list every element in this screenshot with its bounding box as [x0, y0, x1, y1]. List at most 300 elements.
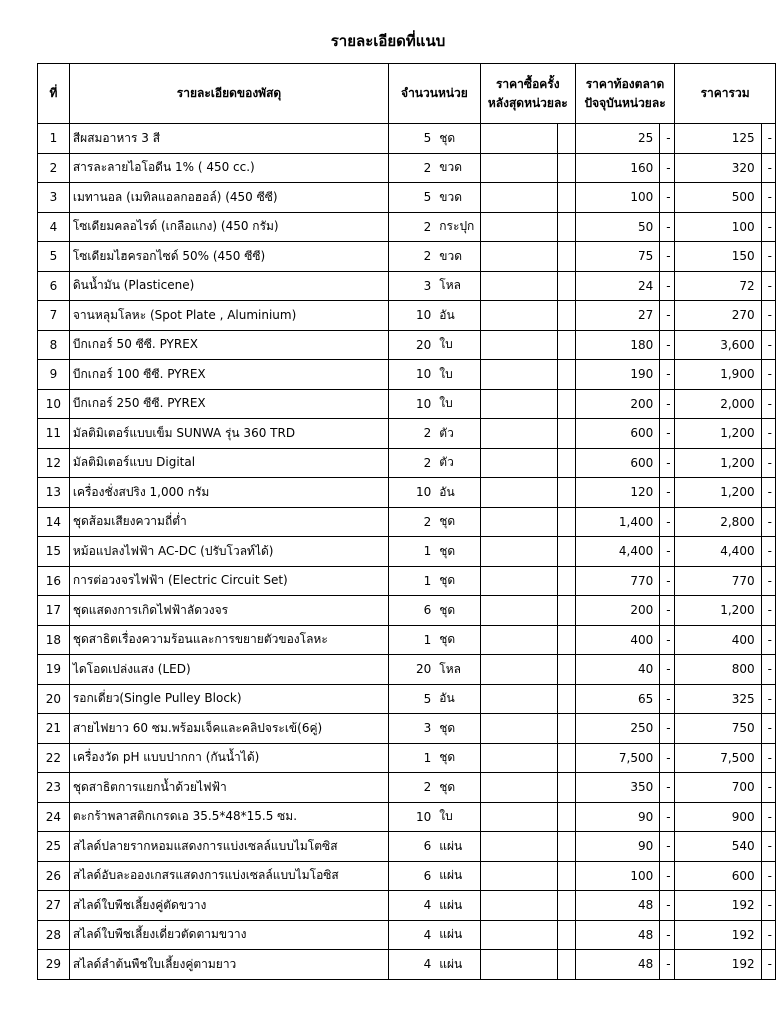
item-total: 125	[675, 124, 761, 154]
header-last-purchase-price-line1: ราคาซื้อครั้ง	[495, 76, 560, 91]
item-unit: แผ่น	[435, 920, 480, 950]
item-unit: โหล	[435, 271, 480, 301]
item-last-price-sub	[557, 891, 575, 921]
item-market-price: 25	[575, 124, 659, 154]
item-last-price-sub	[557, 802, 575, 832]
item-quantity: 4	[389, 950, 436, 980]
item-market-price-sub: -	[660, 684, 675, 714]
item-last-price-sub	[557, 271, 575, 301]
item-last-price-sub	[557, 596, 575, 626]
item-unit: อัน	[435, 684, 480, 714]
table-body	[38, 124, 776, 980]
item-total-sub: -	[761, 507, 775, 537]
item-market-price: 100	[575, 861, 659, 891]
item-quantity: 5	[389, 124, 436, 154]
item-market-price-sub: -	[660, 419, 675, 449]
item-total-sub: -	[761, 625, 775, 655]
item-total: 540	[675, 832, 761, 862]
item-last-price-sub	[557, 153, 575, 183]
item-number: 4	[38, 212, 70, 242]
table-row	[38, 360, 776, 390]
item-last-price-sub	[557, 478, 575, 508]
table-row	[38, 242, 776, 272]
table-row	[38, 537, 776, 567]
item-number: 25	[38, 832, 70, 862]
item-number: 20	[38, 684, 70, 714]
item-number: 23	[38, 773, 70, 803]
item-last-price-sub	[557, 124, 575, 154]
item-total-sub: -	[761, 655, 775, 685]
item-unit: อัน	[435, 301, 480, 331]
item-quantity: 3	[389, 271, 436, 301]
item-market-price-sub: -	[660, 183, 675, 213]
item-last-price	[480, 507, 557, 537]
item-unit: ใบ	[435, 330, 480, 360]
table-header-row	[38, 64, 776, 124]
item-unit: กระปุก	[435, 212, 480, 242]
item-total-sub: -	[761, 301, 775, 331]
item-last-price	[480, 655, 557, 685]
item-description: มัลติมิเตอร์แบบเข็ม SUNWA รุ่น 360 TRD	[69, 419, 388, 449]
item-total-sub: -	[761, 743, 775, 773]
table-row	[38, 448, 776, 478]
item-total: 270	[675, 301, 761, 331]
item-market-price-sub: -	[660, 802, 675, 832]
item-total-sub: -	[761, 153, 775, 183]
item-last-price-sub	[557, 330, 575, 360]
item-total: 325	[675, 684, 761, 714]
item-number: 1	[38, 124, 70, 154]
item-number: 27	[38, 891, 70, 921]
table-row	[38, 861, 776, 891]
item-unit: โหล	[435, 655, 480, 685]
item-last-price-sub	[557, 360, 575, 390]
item-market-price: 90	[575, 802, 659, 832]
item-last-price	[480, 153, 557, 183]
item-market-price: 200	[575, 389, 659, 419]
item-quantity: 2	[389, 419, 436, 449]
item-number: 6	[38, 271, 70, 301]
item-market-price: 1,400	[575, 507, 659, 537]
item-unit: แผ่น	[435, 832, 480, 862]
item-total: 600	[675, 861, 761, 891]
page-title: รายละเอียดที่แนบ	[330, 32, 446, 50]
item-market-price: 50	[575, 212, 659, 242]
item-total: 1,200	[675, 448, 761, 478]
item-description: หม้อแปลงไฟฟ้า AC-DC (ปรับโวลท์ได้)	[69, 537, 388, 567]
item-last-price	[480, 330, 557, 360]
table-row	[38, 773, 776, 803]
item-total-sub: -	[761, 242, 775, 272]
item-market-price: 250	[575, 714, 659, 744]
table-row	[38, 330, 776, 360]
item-quantity: 20	[389, 655, 436, 685]
item-market-price: 27	[575, 301, 659, 331]
item-number: 21	[38, 714, 70, 744]
item-last-price-sub	[557, 389, 575, 419]
item-market-price-sub: -	[660, 389, 675, 419]
item-market-price-sub: -	[660, 360, 675, 390]
item-market-price-sub: -	[660, 301, 675, 331]
item-quantity: 5	[389, 684, 436, 714]
item-total: 72	[675, 271, 761, 301]
item-last-price	[480, 950, 557, 980]
item-quantity: 10	[389, 478, 436, 508]
item-market-price: 24	[575, 271, 659, 301]
header-last-purchase-price-line2: หลังสุดหน่วยละ	[487, 95, 568, 110]
item-description: โซเดียมไฮครอกไซด์ 50% (450 ซีซี)	[69, 242, 388, 272]
item-total-sub: -	[761, 950, 775, 980]
item-last-price-sub	[557, 537, 575, 567]
item-last-price-sub	[557, 419, 575, 449]
item-last-price	[480, 596, 557, 626]
item-number: 9	[38, 360, 70, 390]
item-number: 14	[38, 507, 70, 537]
item-unit: ชุด	[435, 773, 480, 803]
item-last-price-sub	[557, 625, 575, 655]
item-market-price: 600	[575, 419, 659, 449]
item-total-sub: -	[761, 920, 775, 950]
item-last-price-sub	[557, 301, 575, 331]
item-market-price-sub: -	[660, 566, 675, 596]
item-total-sub: -	[761, 596, 775, 626]
item-quantity: 4	[389, 920, 436, 950]
item-quantity: 4	[389, 891, 436, 921]
item-market-price-sub: -	[660, 212, 675, 242]
item-number: 22	[38, 743, 70, 773]
item-description: ชุดสาธิตเรื่องความร้อนและการขยายตัวของโลหะ	[69, 625, 388, 655]
item-market-price: 100	[575, 183, 659, 213]
item-market-price-sub: -	[660, 478, 675, 508]
item-last-price	[480, 389, 557, 419]
item-market-price-sub: -	[660, 330, 675, 360]
item-last-price	[480, 271, 557, 301]
item-description: สไลด์ใบพืชเลี้ยงคู่ตัดขวาง	[69, 891, 388, 921]
item-unit: ชุด	[435, 507, 480, 537]
item-number: 12	[38, 448, 70, 478]
item-unit: ชุด	[435, 714, 480, 744]
item-market-price-sub: -	[660, 153, 675, 183]
table-row	[38, 891, 776, 921]
item-last-price	[480, 242, 557, 272]
item-quantity: 2	[389, 507, 436, 537]
item-market-price: 350	[575, 773, 659, 803]
item-last-price	[480, 301, 557, 331]
item-quantity: 10	[389, 360, 436, 390]
item-market-price: 7,500	[575, 743, 659, 773]
item-market-price: 600	[575, 448, 659, 478]
header-description: รายละเอียดของพัสดุ	[69, 64, 388, 124]
item-last-price	[480, 773, 557, 803]
table-row	[38, 655, 776, 685]
item-number: 3	[38, 183, 70, 213]
item-number: 24	[38, 802, 70, 832]
item-last-price-sub	[557, 684, 575, 714]
item-total-sub: -	[761, 419, 775, 449]
item-total: 400	[675, 625, 761, 655]
item-market-price-sub: -	[660, 242, 675, 272]
item-market-price: 120	[575, 478, 659, 508]
item-market-price-sub: -	[660, 271, 675, 301]
item-description: บีกเกอร์ 100 ซีซี. PYREX	[69, 360, 388, 390]
item-number: 16	[38, 566, 70, 596]
table-row	[38, 714, 776, 744]
item-number: 13	[38, 478, 70, 508]
item-last-price	[480, 537, 557, 567]
item-description: สไลด์ใบพืชเลี้ยงเดี่ยวตัดตามขวาง	[69, 920, 388, 950]
item-number: 28	[38, 920, 70, 950]
item-description: เครื่องวัด pH แบบปากกา (กันน้ำได้)	[69, 743, 388, 773]
item-last-price	[480, 891, 557, 921]
table-row	[38, 743, 776, 773]
item-market-price: 400	[575, 625, 659, 655]
item-quantity: 3	[389, 714, 436, 744]
item-market-price: 65	[575, 684, 659, 714]
item-last-price-sub	[557, 743, 575, 773]
item-description: สีผสมอาหาร 3 สี	[69, 124, 388, 154]
table-row	[38, 124, 776, 154]
item-quantity: 2	[389, 773, 436, 803]
item-number: 10	[38, 389, 70, 419]
item-total-sub: -	[761, 360, 775, 390]
item-description: ชุดสาธิตการแยกน้ำด้วยไฟฟ้า	[69, 773, 388, 803]
item-total: 4,400	[675, 537, 761, 567]
item-last-price	[480, 684, 557, 714]
item-unit: อัน	[435, 478, 480, 508]
item-last-price-sub	[557, 714, 575, 744]
item-quantity: 10	[389, 301, 436, 331]
item-unit: ตัว	[435, 419, 480, 449]
item-description: ดินน้ำมัน (Plasticene)	[69, 271, 388, 301]
item-total-sub: -	[761, 802, 775, 832]
table-row	[38, 212, 776, 242]
item-unit: ตัว	[435, 448, 480, 478]
item-market-price-sub: -	[660, 596, 675, 626]
item-description: มัลติมิเตอร์แบบ Digital	[69, 448, 388, 478]
item-quantity: 1	[389, 537, 436, 567]
item-last-price-sub	[557, 655, 575, 685]
item-number: 19	[38, 655, 70, 685]
item-total: 750	[675, 714, 761, 744]
item-total: 770	[675, 566, 761, 596]
item-market-price-sub: -	[660, 773, 675, 803]
item-total: 192	[675, 891, 761, 921]
table-row	[38, 301, 776, 331]
item-last-price	[480, 743, 557, 773]
item-quantity: 10	[389, 389, 436, 419]
item-market-price-sub: -	[660, 124, 675, 154]
item-total: 1,200	[675, 419, 761, 449]
item-total-sub: -	[761, 537, 775, 567]
item-last-price	[480, 566, 557, 596]
item-market-price: 180	[575, 330, 659, 360]
item-last-price	[480, 124, 557, 154]
item-market-price-sub: -	[660, 950, 675, 980]
item-quantity: 1	[389, 566, 436, 596]
item-unit: ชุด	[435, 743, 480, 773]
table-row	[38, 566, 776, 596]
table-row	[38, 625, 776, 655]
item-total: 320	[675, 153, 761, 183]
item-unit: ชุด	[435, 596, 480, 626]
item-description: สารละลายไอโอดีน 1% ( 450 cc.)	[69, 153, 388, 183]
header-quantity-unit: จำนวนหน่วย	[389, 64, 481, 124]
item-unit: ใบ	[435, 389, 480, 419]
item-total: 150	[675, 242, 761, 272]
item-description: ตะกร้าพลาสติกเกรดเอ 35.5*48*15.5 ซม.	[69, 802, 388, 832]
item-description: สไลด์อับละอองเกสรแสดงการแบ่งเซลล์แบบไมโอซิส	[69, 861, 388, 891]
item-unit: ใบ	[435, 802, 480, 832]
item-number: 29	[38, 950, 70, 980]
item-total-sub: -	[761, 566, 775, 596]
item-total: 1,200	[675, 478, 761, 508]
item-market-price: 160	[575, 153, 659, 183]
item-last-price	[480, 212, 557, 242]
item-quantity: 2	[389, 153, 436, 183]
item-total-sub: -	[761, 714, 775, 744]
item-quantity: 2	[389, 448, 436, 478]
table-row	[38, 153, 776, 183]
item-last-price-sub	[557, 950, 575, 980]
item-description: สไลด์ปลายรากหอมแสดงการแบ่งเซลล์แบบไมโตซิส	[69, 832, 388, 862]
item-market-price-sub: -	[660, 920, 675, 950]
header-market-price-line2: ปัจจุบันหน่วยละ	[584, 95, 666, 110]
item-last-price	[480, 802, 557, 832]
item-last-price-sub	[557, 832, 575, 862]
item-quantity: 20	[389, 330, 436, 360]
item-total-sub: -	[761, 389, 775, 419]
item-number: 2	[38, 153, 70, 183]
item-description: ไดโอดเปล่งแสง (LED)	[69, 655, 388, 685]
item-total: 500	[675, 183, 761, 213]
table-row	[38, 920, 776, 950]
item-description: รอกเดี่ยว(Single Pulley Block)	[69, 684, 388, 714]
item-market-price: 190	[575, 360, 659, 390]
item-unit: ชุด	[435, 537, 480, 567]
table-row	[38, 507, 776, 537]
item-description: โซเดียมคลอไรด์ (เกลือแกง) (450 กรัม)	[69, 212, 388, 242]
item-description: เมทานอล (เมทิลแอลกอฮอล์) (450 ซีซี)	[69, 183, 388, 213]
item-last-price-sub	[557, 183, 575, 213]
item-total-sub: -	[761, 478, 775, 508]
item-last-price-sub	[557, 507, 575, 537]
item-market-price-sub: -	[660, 861, 675, 891]
item-quantity: 2	[389, 212, 436, 242]
item-number: 18	[38, 625, 70, 655]
item-unit: ขวด	[435, 242, 480, 272]
header-last-purchase-price	[480, 64, 575, 124]
item-last-price-sub	[557, 773, 575, 803]
table-row	[38, 419, 776, 449]
item-market-price-sub: -	[660, 743, 675, 773]
item-market-price: 75	[575, 242, 659, 272]
item-unit: แผ่น	[435, 891, 480, 921]
item-total: 192	[675, 920, 761, 950]
item-unit: ขวด	[435, 183, 480, 213]
item-market-price: 770	[575, 566, 659, 596]
item-market-price: 40	[575, 655, 659, 685]
item-unit: ใบ	[435, 360, 480, 390]
item-total-sub: -	[761, 124, 775, 154]
item-last-price	[480, 625, 557, 655]
item-unit: ชุด	[435, 625, 480, 655]
item-total: 900	[675, 802, 761, 832]
item-market-price: 48	[575, 891, 659, 921]
item-quantity: 6	[389, 596, 436, 626]
item-total: 2,800	[675, 507, 761, 537]
table-row	[38, 271, 776, 301]
item-quantity: 1	[389, 743, 436, 773]
item-total-sub: -	[761, 183, 775, 213]
item-market-price-sub: -	[660, 714, 675, 744]
item-number: 11	[38, 419, 70, 449]
item-total-sub: -	[761, 891, 775, 921]
item-last-price	[480, 448, 557, 478]
item-description: บีกเกอร์ 250 ซีซี. PYREX	[69, 389, 388, 419]
item-total: 700	[675, 773, 761, 803]
item-market-price-sub: -	[660, 832, 675, 862]
item-description: ชุดส้อมเสียงความถี่ต่ำ	[69, 507, 388, 537]
item-last-price-sub	[557, 242, 575, 272]
item-total-sub: -	[761, 684, 775, 714]
item-unit: แผ่น	[435, 861, 480, 891]
item-description: การต่อวงจรไฟฟ้า (Electric Circuit Set)	[69, 566, 388, 596]
item-total: 1,900	[675, 360, 761, 390]
item-market-price: 48	[575, 920, 659, 950]
item-last-price	[480, 832, 557, 862]
item-quantity: 10	[389, 802, 436, 832]
items-table	[37, 63, 776, 980]
item-market-price-sub: -	[660, 448, 675, 478]
item-last-price-sub	[557, 212, 575, 242]
item-total: 7,500	[675, 743, 761, 773]
item-last-price	[480, 360, 557, 390]
header-no: ที่	[38, 64, 70, 124]
item-market-price-sub: -	[660, 655, 675, 685]
item-quantity: 5	[389, 183, 436, 213]
item-quantity: 1	[389, 625, 436, 655]
item-market-price: 90	[575, 832, 659, 862]
item-last-price	[480, 714, 557, 744]
header-market-price	[575, 64, 674, 124]
item-last-price-sub	[557, 566, 575, 596]
item-market-price: 4,400	[575, 537, 659, 567]
item-total-sub: -	[761, 212, 775, 242]
item-total: 100	[675, 212, 761, 242]
item-total-sub: -	[761, 330, 775, 360]
item-total: 1,200	[675, 596, 761, 626]
item-unit: แผ่น	[435, 950, 480, 980]
item-last-price-sub	[557, 861, 575, 891]
item-market-price-sub: -	[660, 507, 675, 537]
item-last-price	[480, 478, 557, 508]
table-row	[38, 183, 776, 213]
item-description: บีกเกอร์ 50 ซีซี. PYREX	[69, 330, 388, 360]
item-quantity: 2	[389, 242, 436, 272]
item-total: 2,000	[675, 389, 761, 419]
header-total-price: ราคารวม	[675, 64, 776, 124]
item-description: เครื่องชั่งสปริง 1,000 กรัม	[69, 478, 388, 508]
item-unit: ขวด	[435, 153, 480, 183]
table-row	[38, 684, 776, 714]
item-description: สายไฟยาว 60 ซม.พร้อมเจ็คและคลิปจระเข้(6คู่)	[69, 714, 388, 744]
item-total-sub: -	[761, 773, 775, 803]
item-market-price: 48	[575, 950, 659, 980]
table-row	[38, 389, 776, 419]
item-last-price	[480, 183, 557, 213]
item-number: 17	[38, 596, 70, 626]
item-description: ชุดแสดงการเกิดไฟฟ้าลัดวงจร	[69, 596, 388, 626]
